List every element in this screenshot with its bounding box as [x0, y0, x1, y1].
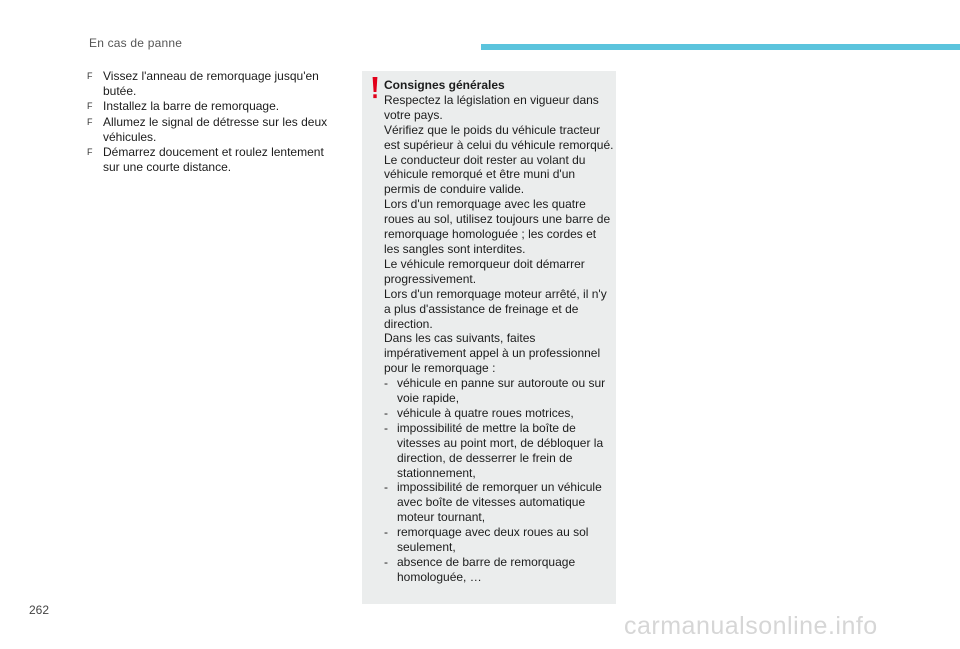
section-title: En cas de panne	[89, 36, 183, 50]
notice-paragraph: Lors d'un remorquage moteur arrêté, il n'y a plus d'assistance de freinage et de direction.	[384, 286, 607, 331]
case-dash: -	[384, 376, 388, 391]
step-text: Vissez l'anneau de remorquage jusqu'en butée.	[103, 69, 319, 99]
case-text: véhicule en panne sur autoroute ou sur voie rapide,	[397, 376, 606, 406]
step-text: Installez la barre de remorquage.	[103, 99, 280, 114]
warning-exclamation-icon	[372, 77, 378, 99]
case-text: impossibilité de remorquer un véhicule avec boîte de vitesses automatique moteur tournant,	[397, 480, 602, 525]
step-item	[87, 69, 337, 99]
notice-body	[384, 78, 614, 585]
case-item	[384, 406, 614, 421]
case-item	[384, 421, 614, 481]
section-accent-bar	[481, 44, 960, 50]
case-item	[384, 555, 614, 585]
step-item	[87, 145, 337, 175]
notice-paragraph: Le véhicule remorqueur doit démarrer progressivement.	[384, 256, 585, 286]
step-marker-icon: F	[87, 71, 93, 81]
step-marker-icon: F	[87, 116, 93, 127]
notice-paragraph: Le conducteur doit rester au volant du véhicule remorqué et être muni d'un permis de conduire valide.	[384, 152, 586, 197]
case-text: absence de barre de remorquage homologuée, …	[397, 555, 576, 584]
step-text: Allumez le signal de détresse sur les deux véhicules.	[103, 114, 328, 144]
case-dash: -	[384, 480, 388, 495]
step-marker-icon: F	[87, 101, 93, 112]
case-dash: -	[384, 405, 388, 420]
case-text: impossibilité de mettre la boîte de vitesses au point mort, de débloquer la direction, de desserrer le frein de stationnement,	[397, 420, 604, 480]
notice-paragraph: Lors d'un remorquage avec les quatre roues au sol, utilisez toujours une barre de remorquage homologuée ; les cordes et les sangles sont interdites.	[384, 197, 611, 256]
notice-paragraph: Vérifiez que le poids du véhicule tracteur est supérieur à celui du véhicule remorqué.	[384, 122, 614, 152]
step-text: Démarrez doucement et roulez lentement sur une courte distance.	[103, 145, 324, 175]
warning-notice-box	[362, 71, 616, 604]
procedure-steps	[87, 69, 337, 175]
case-text: remorquage avec deux roues au sol seulement,	[397, 525, 589, 555]
case-text: véhicule à quatre roues motrices,	[397, 405, 574, 420]
case-dash: -	[384, 525, 388, 540]
notice-title: Consignes générales	[384, 78, 505, 92]
case-dash: -	[384, 555, 388, 569]
case-item	[384, 525, 614, 555]
case-item	[384, 376, 614, 406]
step-item	[87, 115, 337, 145]
watermark: carmanualsonline.info	[624, 612, 878, 640]
step-item	[87, 99, 337, 114]
notice-paragraph: Dans les cas suivants, faites impérativement appel à un professionnel pour le remorquage :	[384, 331, 601, 376]
page-number: 262	[29, 603, 50, 617]
notice-paragraph: Respectez la législation en vigueur dans votre pays.	[384, 92, 599, 122]
step-marker-icon: F	[87, 147, 93, 158]
case-item	[384, 480, 614, 525]
case-dash: -	[384, 420, 388, 435]
